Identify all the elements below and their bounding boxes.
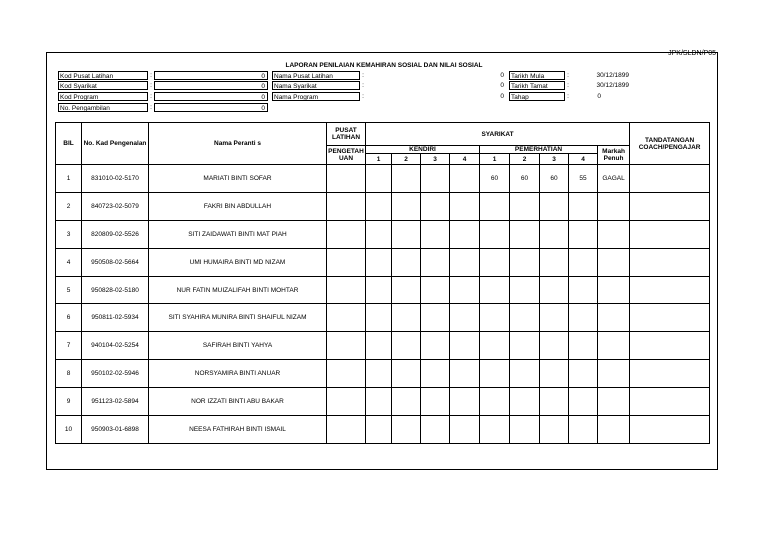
pemerhatian-1-cell	[480, 388, 510, 416]
pemerhatian-1-cell: 60	[480, 165, 510, 193]
pengetahuan-cell	[327, 192, 366, 220]
pemerhatian-1-cell	[480, 248, 510, 276]
pemerhatian-3-cell	[540, 192, 569, 220]
pengetahuan-cell	[327, 416, 366, 444]
kendiri-1-cell	[366, 416, 392, 444]
name-cell: NUR FATIN MUIZALIFAH BINTI MOHTAR	[149, 276, 327, 304]
pengetahuan-cell	[327, 165, 366, 193]
ic-cell: 831010-02-5170	[82, 165, 149, 193]
pemerhatian-4-cell	[569, 360, 598, 388]
kendiri-4-cell	[450, 165, 480, 193]
header-pemerhatian: PEMERHATIAN	[480, 146, 598, 154]
pemerhatian-4-cell	[569, 248, 598, 276]
header-syarikat: SYARIKAT	[366, 123, 630, 146]
header-colon: :	[150, 72, 152, 79]
bil-cell: 6	[56, 304, 82, 332]
header-value-tarikh-tamat: 30/12/1899	[596, 82, 629, 89]
table-row	[56, 416, 710, 444]
markah-penuh-cell	[598, 192, 630, 220]
pemerhatian-2-cell	[510, 388, 540, 416]
kendiri-1-cell	[366, 165, 392, 193]
name-cell: NEESA FATHIRAH BINTI ISMAIL	[149, 416, 327, 444]
kendiri-1-cell	[366, 220, 392, 248]
pemerhatian-4-cell	[569, 332, 598, 360]
pengetahuan-cell	[327, 388, 366, 416]
header-colon: :	[362, 72, 364, 79]
bil-cell: 4	[56, 248, 82, 276]
signature-cell	[630, 276, 710, 304]
header-label-tahap: Tahap	[509, 92, 565, 101]
bil-cell: 3	[56, 220, 82, 248]
markah-penuh-cell	[598, 360, 630, 388]
bil-cell: 10	[56, 416, 82, 444]
pemerhatian-3-cell	[540, 304, 569, 332]
pemerhatian-1-cell	[480, 416, 510, 444]
table-row	[56, 192, 710, 220]
kendiri-1-cell	[366, 276, 392, 304]
header-kendiri-3: 3	[421, 154, 450, 165]
kendiri-4-cell	[450, 332, 480, 360]
pemerhatian-3-cell	[540, 416, 569, 444]
header-colon: :	[567, 72, 569, 79]
header-value-kod-pusat-latihan: 0	[154, 71, 268, 80]
signature-cell	[630, 248, 710, 276]
pemerhatian-4-cell	[569, 416, 598, 444]
signature-cell	[630, 192, 710, 220]
report-title: LAPORAN PENILAIAN KEMAHIRAN SOSIAL DAN NILAI SOSIAL	[285, 62, 483, 69]
header-pusat-latihan: PUSAT LATIHAN	[327, 123, 366, 146]
kendiri-4-cell	[450, 276, 480, 304]
assessment-table	[55, 122, 710, 444]
pemerhatian-3-cell	[540, 360, 569, 388]
header-kendiri-4: 4	[450, 154, 480, 165]
kendiri-3-cell	[421, 220, 450, 248]
kendiri-1-cell	[366, 360, 392, 388]
pemerhatian-4-cell	[569, 304, 598, 332]
ic-cell: 940104-02-5254	[82, 332, 149, 360]
pengetahuan-cell	[327, 360, 366, 388]
pemerhatian-3-cell	[540, 248, 569, 276]
table-row	[56, 304, 710, 332]
kendiri-4-cell	[450, 388, 480, 416]
pemerhatian-1-cell	[480, 360, 510, 388]
kendiri-4-cell	[450, 220, 480, 248]
ic-cell: 950102-02-5946	[82, 360, 149, 388]
header-colon: :	[362, 82, 364, 89]
name-cell: NOR IZZATI BINTI ABU BAKAR	[149, 388, 327, 416]
markah-penuh-cell	[598, 416, 630, 444]
header-colon: :	[150, 82, 152, 89]
header-kendiri-1: 1	[366, 154, 392, 165]
table-row	[56, 360, 710, 388]
ic-cell: 950811-02-5934	[82, 304, 149, 332]
kendiri-2-cell	[392, 220, 421, 248]
pemerhatian-4-cell	[569, 220, 598, 248]
kendiri-1-cell	[366, 192, 392, 220]
pemerhatian-2-cell	[510, 304, 540, 332]
pemerhatian-3-cell	[540, 220, 569, 248]
kendiri-3-cell	[421, 416, 450, 444]
header-label-no-pengambilan: No. Pengambilan	[58, 103, 148, 112]
bil-cell: 7	[56, 332, 82, 360]
pemerhatian-2-cell	[510, 360, 540, 388]
bil-cell: 8	[56, 360, 82, 388]
header-colon: :	[362, 93, 364, 100]
kendiri-4-cell	[450, 192, 480, 220]
name-cell: SITI SYAHIRA MUNIRA BINTI SHAIFUL NIZAM	[149, 304, 327, 332]
kendiri-4-cell	[450, 416, 480, 444]
header-value-nama-syarikat: 0	[500, 82, 504, 89]
header-name: Nama Peranti s	[149, 123, 327, 165]
header-tandatangan: TANDATANGAN COACH/PENGAJAR	[630, 123, 710, 165]
table-row	[56, 220, 710, 248]
pemerhatian-2-cell	[510, 248, 540, 276]
bil-cell: 2	[56, 192, 82, 220]
header-bil: BIL	[56, 123, 82, 165]
signature-cell	[630, 416, 710, 444]
pemerhatian-2-cell	[510, 192, 540, 220]
header-label-nama-program: Nama Program	[272, 92, 360, 101]
ic-cell: 840723-02-5079	[82, 192, 149, 220]
kendiri-3-cell	[421, 388, 450, 416]
markah-penuh-cell	[598, 388, 630, 416]
table-row	[56, 332, 710, 360]
header-value-nama-program: 0	[500, 93, 504, 100]
pemerhatian-3-cell	[540, 332, 569, 360]
bil-cell: 1	[56, 165, 82, 193]
signature-cell	[630, 220, 710, 248]
kendiri-3-cell	[421, 276, 450, 304]
header-pengetahuan: PENGETAH UAN	[327, 146, 366, 165]
pemerhatian-4-cell: 55	[569, 165, 598, 193]
kendiri-2-cell	[392, 276, 421, 304]
pemerhatian-1-cell	[480, 276, 510, 304]
pengetahuan-cell	[327, 332, 366, 360]
bil-cell: 5	[56, 276, 82, 304]
header-label-kod-pusat-latihan: Kod Pusat Latihan	[58, 71, 148, 80]
ic-cell: 950903-01-6898	[82, 416, 149, 444]
ic-cell: 950828-02-5180	[82, 276, 149, 304]
header-kendiri: KENDIRI	[366, 146, 480, 154]
kendiri-2-cell	[392, 192, 421, 220]
signature-cell	[630, 165, 710, 193]
pemerhatian-4-cell	[569, 276, 598, 304]
ic-cell: 951123-02-5894	[82, 388, 149, 416]
header-label-kod-syarikat: Kod Syarikat	[58, 81, 148, 90]
pemerhatian-3-cell: 60	[540, 165, 569, 193]
signature-cell	[630, 332, 710, 360]
pemerhatian-1-cell	[480, 304, 510, 332]
kendiri-2-cell	[392, 304, 421, 332]
kendiri-3-cell	[421, 165, 450, 193]
kendiri-3-cell	[421, 304, 450, 332]
header-colon: :	[567, 82, 569, 89]
kendiri-4-cell	[450, 304, 480, 332]
markah-penuh-cell: GAGAL	[598, 165, 630, 193]
header-pemerhatian-1: 1	[480, 154, 510, 165]
kendiri-2-cell	[392, 416, 421, 444]
signature-cell	[630, 360, 710, 388]
table-body	[56, 165, 710, 444]
pemerhatian-1-cell	[480, 192, 510, 220]
header-pemerhatian-3: 3	[540, 154, 569, 165]
header-label-nama-syarikat: Nama Syarikat	[272, 81, 360, 90]
header-value-kod-program: 0	[154, 92, 268, 101]
kendiri-2-cell	[392, 360, 421, 388]
markah-penuh-cell	[598, 220, 630, 248]
kendiri-4-cell	[450, 360, 480, 388]
kendiri-3-cell	[421, 360, 450, 388]
table-row	[56, 388, 710, 416]
header-label-nama-pusat-latihan: Nama Pusat Latihan	[272, 71, 360, 80]
pemerhatian-2-cell	[510, 220, 540, 248]
pengetahuan-cell	[327, 248, 366, 276]
pemerhatian-2-cell	[510, 276, 540, 304]
header-value-tarikh-mula: 30/12/1899	[596, 72, 629, 79]
kendiri-4-cell	[450, 248, 480, 276]
header-value-no-pengambilan: 0	[154, 103, 268, 112]
name-cell: NORSYAMIRA BINTI ANUAR	[149, 360, 327, 388]
pengetahuan-cell	[327, 304, 366, 332]
name-cell: UMI HUMAIRA BINTI MD NIZAM	[149, 248, 327, 276]
name-cell: SITI ZAIDAWATI BINTI MAT PIAH	[149, 220, 327, 248]
bil-cell: 9	[56, 388, 82, 416]
pengetahuan-cell	[327, 220, 366, 248]
pemerhatian-3-cell	[540, 276, 569, 304]
kendiri-2-cell	[392, 332, 421, 360]
kendiri-2-cell	[392, 388, 421, 416]
markah-penuh-cell	[598, 248, 630, 276]
header-colon: :	[150, 104, 152, 111]
kendiri-1-cell	[366, 248, 392, 276]
markah-penuh-cell	[598, 276, 630, 304]
pemerhatian-1-cell	[480, 220, 510, 248]
name-cell: MARIATI BINTI SOFAR	[149, 165, 327, 193]
kendiri-1-cell	[366, 332, 392, 360]
table-row	[56, 276, 710, 304]
kendiri-1-cell	[366, 304, 392, 332]
markah-penuh-cell	[598, 304, 630, 332]
kendiri-2-cell	[392, 248, 421, 276]
kendiri-3-cell	[421, 192, 450, 220]
name-cell: FAKRI BIN ABDULLAH	[149, 192, 327, 220]
header-pemerhatian-4: 4	[569, 154, 598, 165]
pemerhatian-4-cell	[569, 192, 598, 220]
header-markah-penuh: Markah Penuh	[598, 146, 630, 165]
ic-cell: 820809-02-5526	[82, 220, 149, 248]
pemerhatian-3-cell	[540, 388, 569, 416]
pemerhatian-2-cell	[510, 416, 540, 444]
kendiri-2-cell	[392, 165, 421, 193]
signature-cell	[630, 304, 710, 332]
pengetahuan-cell	[327, 276, 366, 304]
header-ic: No. Kad Pengenalan	[82, 123, 149, 165]
pemerhatian-1-cell	[480, 332, 510, 360]
pemerhatian-2-cell: 60	[510, 165, 540, 193]
header-value-nama-pusat-latihan: 0	[500, 72, 504, 79]
kendiri-3-cell	[421, 248, 450, 276]
header-colon: :	[150, 93, 152, 100]
pemerhatian-2-cell	[510, 332, 540, 360]
kendiri-1-cell	[366, 388, 392, 416]
signature-cell	[630, 388, 710, 416]
name-cell: SAFIRAH BINTI YAHYA	[149, 332, 327, 360]
header-colon: :	[567, 93, 569, 100]
document-reference: JPK/SLDN/P05	[668, 50, 716, 57]
header-value-tahap: 0	[597, 93, 601, 100]
header-kendiri-2: 2	[392, 154, 421, 165]
header-label-tarikh-mula: Tarikh Mula	[509, 71, 565, 80]
kendiri-3-cell	[421, 332, 450, 360]
header-label-kod-program: Kod Program	[58, 92, 148, 101]
table-row	[56, 165, 710, 193]
header-label-tarikh-tamat: Tarikh Tamat	[509, 81, 565, 90]
ic-cell: 950508-02-5664	[82, 248, 149, 276]
header-value-kod-syarikat: 0	[154, 81, 268, 90]
markah-penuh-cell	[598, 332, 630, 360]
header-pemerhatian-2: 2	[510, 154, 540, 165]
table-row	[56, 248, 710, 276]
pemerhatian-4-cell	[569, 388, 598, 416]
